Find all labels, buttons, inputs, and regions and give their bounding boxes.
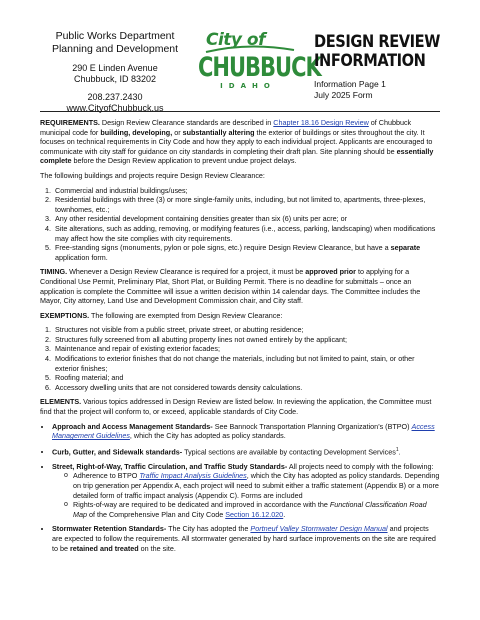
page-header	[0, 0, 480, 115]
document-title-line-1: DESIGN REVIEW	[314, 32, 440, 52]
list-item: 1. Structures not visible from a public street, private street, or abutting residence;	[53, 325, 440, 335]
list-item: 2. Structures fully screened from all abutting property lines not owned entirely by the applicant;	[53, 335, 440, 345]
exemptions-text: The following are exempted from Design Review Clearance:	[89, 310, 283, 320]
requirements-heading: REQUIREMENTS.	[40, 118, 100, 127]
exemptions-heading: EXEMPTIONS.	[40, 310, 90, 320]
requirements-text: before the Design Review application to prevent undue project delays.	[71, 156, 297, 166]
requirements-emphasis: building, developing,	[100, 127, 173, 137]
document-title-block	[314, 33, 464, 100]
requirements-list	[40, 186, 440, 263]
timing-text: Whenever a Design Review Clearance is required for a project, it must be	[67, 267, 306, 277]
section-16-12-020-link[interactable]: Section 16.12.020	[225, 509, 284, 519]
list-item-text: Free-standing signs (monuments, pylon or pole signs, etc.) require Design Review Clearance, but have a	[55, 243, 391, 253]
requirements-text: of Chubbuck municipal code for	[40, 118, 412, 137]
item-text: Typical sections are available by contacting Development Services	[182, 447, 396, 457]
item-emphasis: retained and treated	[69, 543, 139, 553]
list-item: 3. Any other residential development containing densities greater than six (6) units per acre; or	[53, 214, 440, 224]
list-item: 6. Accessory dwelling units that are not considered towards density calculations.	[53, 383, 440, 393]
document-body	[40, 118, 440, 558]
requirements-text: Design Review Clearance standards are described in	[99, 118, 274, 127]
item-italic: Functional Classification Road Map	[73, 500, 427, 519]
timing-text: to applying for a Conditional Use Permit, Preliminary Plat, Short Plat, or Building Permit. There is no deadline for submittals – once an application is complete the Committee will issue a written decision within 14 calendar days. The Committee includes the Mayor, City attorney, Land Use and Development Commission chair, and City staff.	[40, 267, 421, 306]
elements-heading: ELEMENTS.	[40, 397, 82, 407]
traffic-impact-guidelines-link[interactable]: Traffic Impact Analysis Guidelines	[139, 471, 247, 481]
logo-city-text: City of	[206, 30, 266, 50]
chapter-18-16-link[interactable]: Chapter 18.16 Design Review	[273, 118, 369, 127]
street-standards-sublist	[52, 471, 440, 519]
item-text: on the site.	[138, 543, 176, 553]
elements-list	[40, 422, 440, 554]
elements-paragraph	[40, 397, 440, 416]
requirements-emphasis: substantially altering	[182, 127, 255, 137]
address-line-2: Chubbuck, ID 83202	[73, 74, 157, 84]
phone-number: 208.237.2430	[87, 92, 143, 102]
list-item: 1. Commercial and industrial buildings/uses;	[53, 186, 440, 196]
access-management-item	[52, 422, 440, 441]
footnote-marker: 1	[395, 446, 399, 453]
logo-city-name: CHUBBUCK	[198, 52, 321, 82]
list-item-text: application form.	[55, 252, 108, 262]
exemptions-list	[40, 325, 440, 392]
item-text: The City has adopted the	[166, 524, 251, 534]
website-link[interactable]: www.CityofChubbuck.us	[66, 103, 164, 113]
form-date: July 2025 Form	[314, 89, 373, 100]
sublist-item	[64, 500, 440, 519]
item-text: .	[398, 447, 401, 457]
info-page-label: Information Page 1	[314, 79, 386, 89]
address-line-1: 290 E Linden Avenue	[72, 63, 158, 73]
street-standards-item	[52, 462, 440, 520]
exemptions-paragraph	[40, 311, 440, 321]
requirements-list-intro: The following buildings and projects require Design Review Clearance:	[40, 170, 265, 180]
list-item-emphasis: separate	[390, 243, 421, 253]
city-logo	[198, 30, 321, 100]
item-heading: Street, Right-of-Way, Traffic Circulation, and Traffic Study Standards-	[52, 461, 288, 471]
item-heading: Stormwater Retention Standards-	[52, 524, 167, 534]
item-text: , which the City has adopted as policy standards. Depending on trip generation per Appendix A, each project will need to submit either a traffic statement (Appendix B) or a more detailed form of traffic impact analysis (Appendix C). Forms are included	[73, 471, 440, 500]
access-management-guidelines-link[interactable]: Access Management Guidelines	[52, 421, 435, 441]
timing-paragraph	[40, 267, 440, 305]
division-name: Planning and Development	[51, 43, 179, 55]
stormwater-manual-link[interactable]: Portneuf Valley Stormwater Design Manual	[250, 524, 388, 534]
sublist-item	[64, 471, 440, 500]
document-title-line-2: INFORMATION	[314, 51, 426, 71]
logo-state-text: IDAHO	[220, 82, 276, 90]
item-text: All projects need to comply with the following:	[287, 461, 434, 471]
list-item: 2. Residential buildings with three (3) or more single-family units, including, but not limited to, apartments, three-plexes, townhomes, etc.;	[53, 195, 440, 214]
timing-heading: TIMING.	[40, 267, 68, 277]
timing-emphasis: approved prior	[305, 267, 356, 277]
document-meta	[314, 79, 464, 100]
requirements-text: the exterior of buildings or sites throughout the city. It focuses on technical requirements in City Code and how they apply to each individual project. Applicants are encouraged to communicate with city staff for guidance on city standards in completing their draft plan. Site planning should be	[40, 127, 433, 156]
list-item: 4. Modifications to exterior finishes that do not change the materials, including but not limited to paint, stain, or other exterior finishes;	[53, 354, 440, 373]
item-text: See Bannock Transportation Planning Organization’s (BTPO)	[212, 421, 412, 431]
item-text: Adherence to BTPO	[73, 471, 140, 481]
stormwater-item	[52, 524, 440, 553]
curb-gutter-item	[52, 446, 440, 457]
item-text: of the Comprehensive Plan and City Code	[86, 509, 226, 519]
list-item: 3. Maintenance and repair of existing exterior facades;	[53, 344, 440, 354]
item-text: Rights-of-way are required to be dedicated and improved in accordance with the	[73, 500, 330, 510]
list-item	[53, 243, 440, 262]
requirements-emphasis: essentially complete	[40, 146, 434, 166]
address	[40, 63, 190, 85]
requirements-text: or	[172, 127, 183, 137]
header-divider	[40, 111, 440, 112]
elements-text: Various topics addressed in Design Review are listed below. In reviewing the application, the Committee must find that the project will conform to, or exceed, applicable standards of City Code.	[40, 397, 432, 417]
item-heading: Approach and Access Management Standards-	[52, 421, 213, 431]
list-item: 4. Site alterations, such as adding, removing, or modifying features (i.e., access, parking, landscaping) when modifications may affect how the site complies with city requirements.	[53, 224, 440, 243]
department-contact-block	[40, 30, 190, 114]
item-heading: Curb, Gutter, and Sidewalk standards-	[52, 447, 183, 457]
list-item: 5. Roofing material; and	[53, 373, 440, 383]
requirements-paragraph	[40, 118, 440, 166]
department-name: Public Works Department	[55, 30, 175, 42]
item-text: , which the City has adopted as policy standards.	[129, 431, 286, 441]
item-text: .	[283, 509, 286, 519]
item-text: and projects are expected to follow the requirements. All stormwater generated by hard surface improvements on the site are required to be	[52, 524, 436, 553]
